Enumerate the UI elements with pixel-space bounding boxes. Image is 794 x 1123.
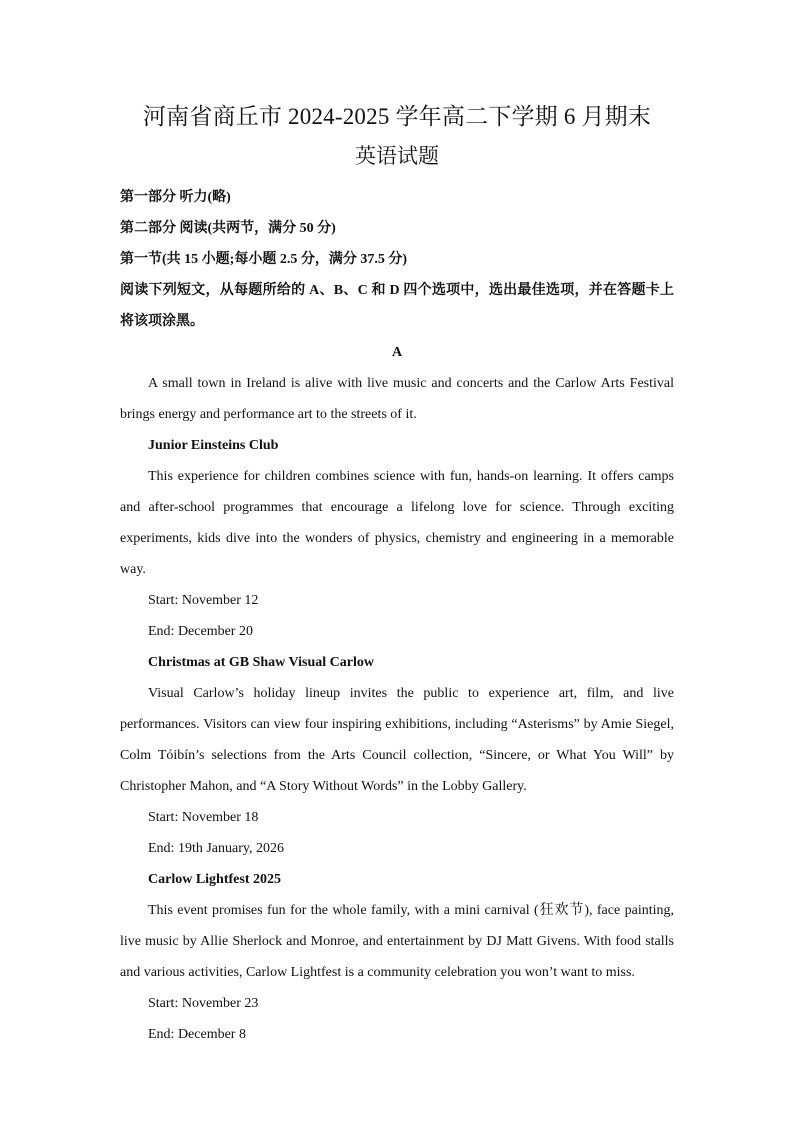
event-description: Visual Carlow’s holiday lineup invites the public to experience art, film, and live performances. Visitors can view four inspiring exhibitions, including “Asterisms” by Amie Siegel, Colm Tóibín’s selections from the Arts Council collection, “Sincere, or What You Will” by Christopher Mahon, and “A Story Without Words” in the Lobby Gallery. <box>120 686 674 794</box>
event-block-carlow-lightfest <box>120 864 674 1050</box>
part-two-heading: 第二部分 阅读(共两节，满分 50 分) <box>120 221 336 236</box>
event-title: Christmas at GB Shaw Visual Carlow <box>148 655 374 670</box>
passage-intro: A small town in Ireland is alive with live music and concerts and the Carlow Arts Festival brings energy and performance art to the streets of it. <box>120 376 674 422</box>
exam-title: 河南省商丘市 2024-2025 学年高二下学期 6 月期末 <box>142 104 652 129</box>
reading-instructions: 阅读下列短文，从每题所给的 A、B、C 和 D 四个选项中，选出最佳选项，并在答题卡上将该项涂黑。 <box>120 283 674 329</box>
event-title: Carlow Lightfest 2025 <box>148 872 281 887</box>
exam-subject-title: 英语试题 <box>355 144 439 168</box>
event-start-date: Start: November 23 <box>148 996 259 1011</box>
section-one-heading: 第一节(共 15 小题;每小题 2.5 分，满分 37.5 分) <box>120 252 407 267</box>
event-end-date: End: 19th January, 2026 <box>148 841 284 856</box>
event-end-date: End: December 8 <box>148 1027 246 1042</box>
event-block-christmas-visual-carlow <box>120 647 674 864</box>
event-description: This experience for children combines science with fun, hands-on learning. It offers camps and after-school programmes that encourage a lifelong love for science. Through exciting experiments, kids dive into the wonders of physics, chemistry and engineering in a memorable way. <box>120 469 674 577</box>
event-end-date: End: December 20 <box>148 624 253 639</box>
event-block-junior-einsteins <box>120 430 674 647</box>
passage-letter: A <box>391 345 403 360</box>
event-start-date: Start: November 12 <box>148 593 259 608</box>
part-one-heading: 第一部分 听力(略) <box>120 190 231 205</box>
event-description: This event promises fun for the whole family, with a mini carnival (狂欢节), face painting, live music by Allie Sherlock and Monroe, and entertainment by DJ Matt Givens. With food stalls and various activities, Carlow Lightfest is a community celebration you won’t want to miss. <box>120 903 674 980</box>
event-start-date: Start: November 18 <box>148 810 259 825</box>
event-title: Junior Einsteins Club <box>148 438 279 453</box>
